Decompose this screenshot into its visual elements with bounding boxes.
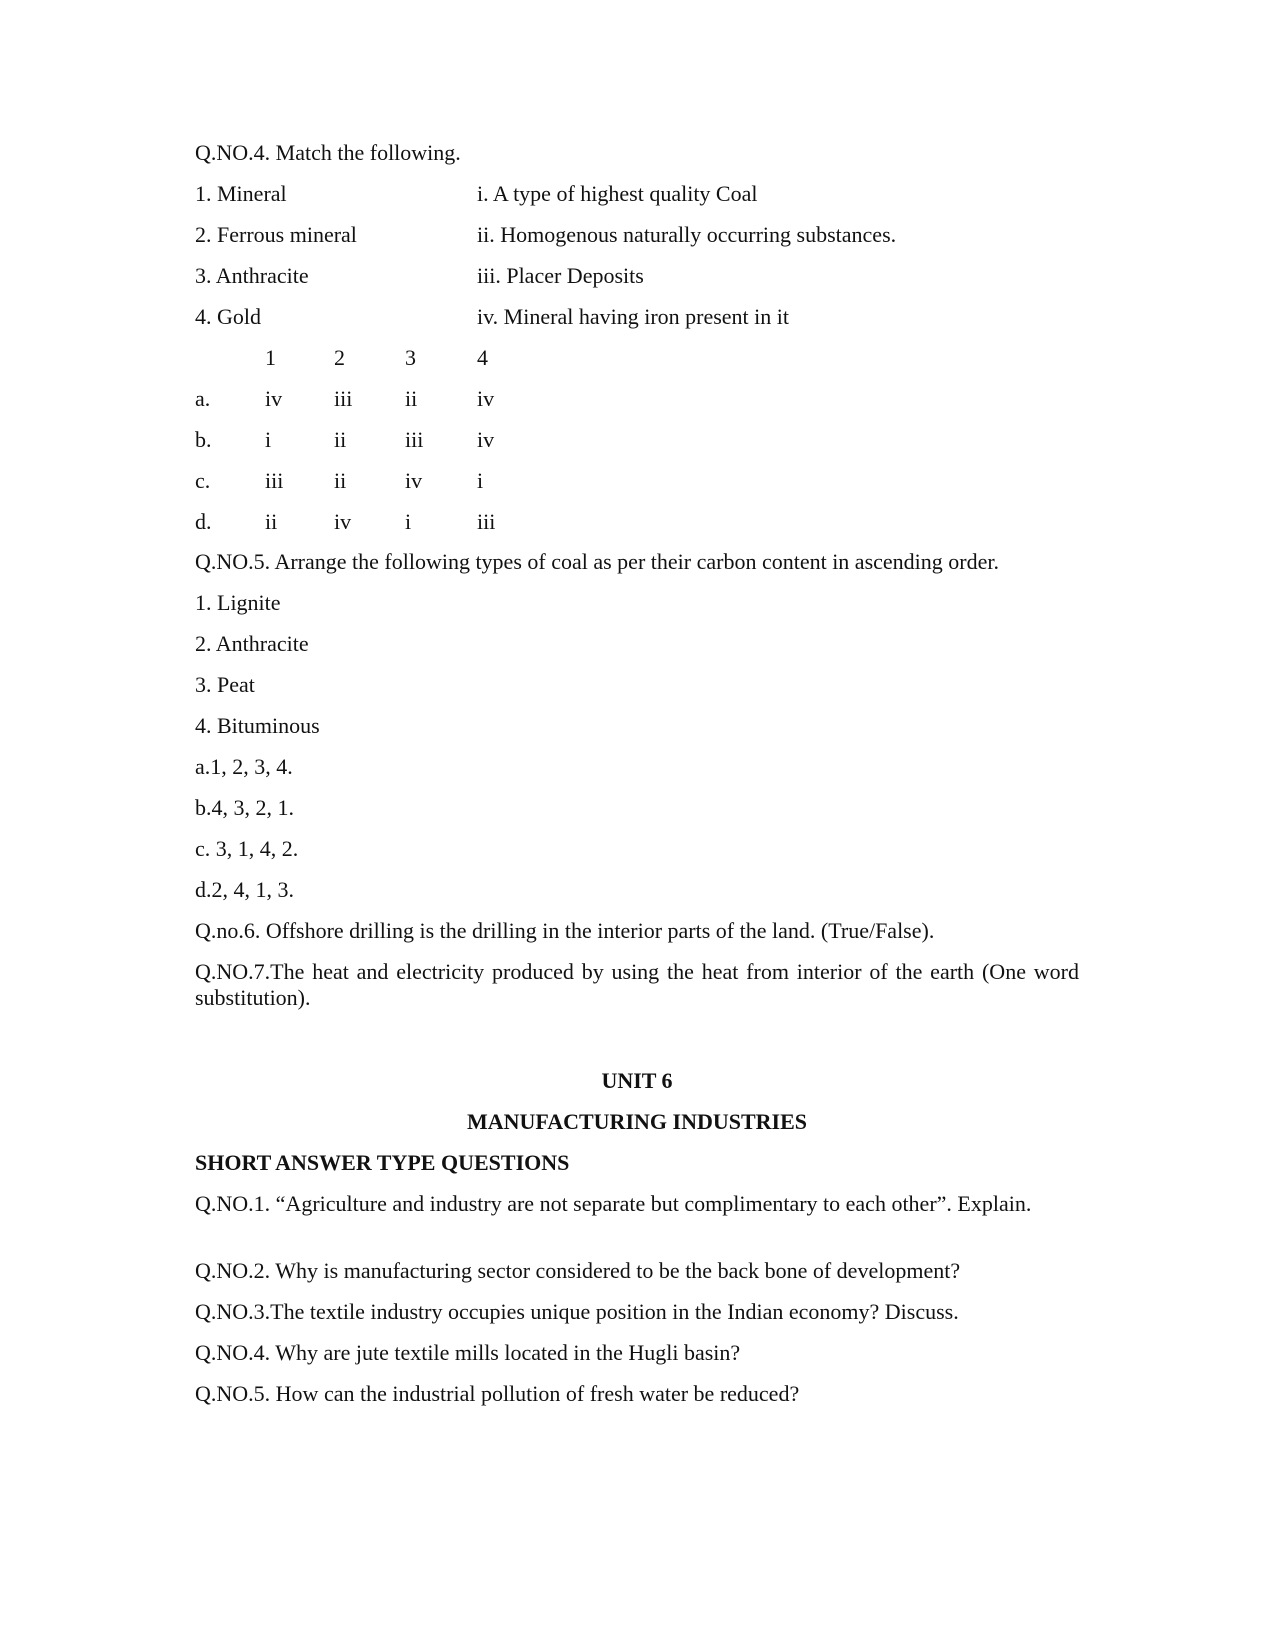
option-cell: i	[405, 509, 412, 534]
unit-title: MANUFACTURING INDUSTRIES	[466, 1109, 807, 1134]
unit-question: Q.NO.3.The textile industry occupies unique position in the Indian economy? Discuss.	[195, 1299, 959, 1324]
match-right-item: i. A type of highest quality Coal	[477, 181, 758, 206]
grid-header-cell: 4	[477, 345, 488, 370]
option-cell: i	[477, 468, 484, 493]
q5-option: c. 3, 1, 4, 2.	[195, 836, 299, 861]
unit-question: Q.NO.4. Why are jute textile mills located in the Hugli basin?	[195, 1340, 741, 1365]
option-cell: ii	[265, 509, 278, 534]
option-label: c.	[195, 468, 211, 493]
option-cell: iii	[265, 468, 284, 493]
q5-item: 1. Lignite	[195, 590, 281, 615]
grid-header-cell: 1	[265, 345, 276, 370]
option-cell: iv	[265, 386, 283, 411]
match-left-item: 4. Gold	[195, 304, 261, 329]
option-label: a.	[195, 386, 211, 411]
option-cell: iv	[405, 468, 423, 493]
match-right-item: ii. Homogenous naturally occurring substances.	[477, 222, 897, 247]
grid-header-cell: 3	[405, 345, 416, 370]
q5-item: 3. Peat	[195, 672, 255, 697]
q6-text: Q.no.6. Offshore drilling is the drilling in the interior parts of the land. (True/False).	[195, 918, 935, 943]
option-cell: ii	[405, 386, 418, 411]
unit-question: Q.NO.2. Why is manufacturing sector considered to be the back bone of development?	[195, 1258, 961, 1283]
section-heading: SHORT ANSWER TYPE QUESTIONS	[195, 1150, 570, 1175]
q5-item: 2. Anthracite	[195, 631, 309, 656]
q5-option: a.1, 2, 3, 4.	[195, 754, 293, 779]
q5-option: d.2, 4, 1, 3.	[195, 877, 294, 902]
match-left-item: 1. Mineral	[195, 181, 287, 206]
unit-question: Q.NO.1. “Agriculture and industry are not separate but complimentary to each other”. Explain.	[195, 1191, 1032, 1216]
option-cell: iii	[334, 386, 353, 411]
option-cell: iii	[477, 509, 496, 534]
option-cell: iv	[477, 427, 495, 452]
option-cell: ii	[334, 468, 347, 493]
option-cell: iii	[405, 427, 424, 452]
q4-title: Q.NO.4. Match the following.	[195, 140, 461, 165]
q5-item: 4. Bituminous	[195, 713, 320, 738]
option-cell: iv	[477, 386, 495, 411]
match-right-item: iii. Placer Deposits	[477, 263, 644, 288]
unit-question: Q.NO.5. How can the industrial pollution of fresh water be reduced?	[195, 1381, 800, 1406]
grid-header-cell: 2	[334, 345, 345, 370]
option-cell: iv	[334, 509, 352, 534]
match-left-item: 2. Ferrous mineral	[195, 222, 357, 247]
option-cell: ii	[334, 427, 347, 452]
match-left-item: 3. Anthracite	[195, 263, 309, 288]
option-label: d.	[195, 509, 212, 534]
q5-title: Q.NO.5. Arrange the following types of coal as per their carbon content in ascending order.	[195, 549, 999, 574]
match-right-item: iv. Mineral having iron present in it	[477, 304, 790, 329]
option-cell: i	[265, 427, 272, 452]
unit-number: UNIT 6	[601, 1068, 673, 1093]
q5-option: b.4, 3, 2, 1.	[195, 795, 294, 820]
q7-text: Q.NO.7.The heat and electricity produced by using the heat from interior of the earth (One word substitution).	[195, 959, 1079, 1010]
option-label: b.	[195, 427, 212, 452]
